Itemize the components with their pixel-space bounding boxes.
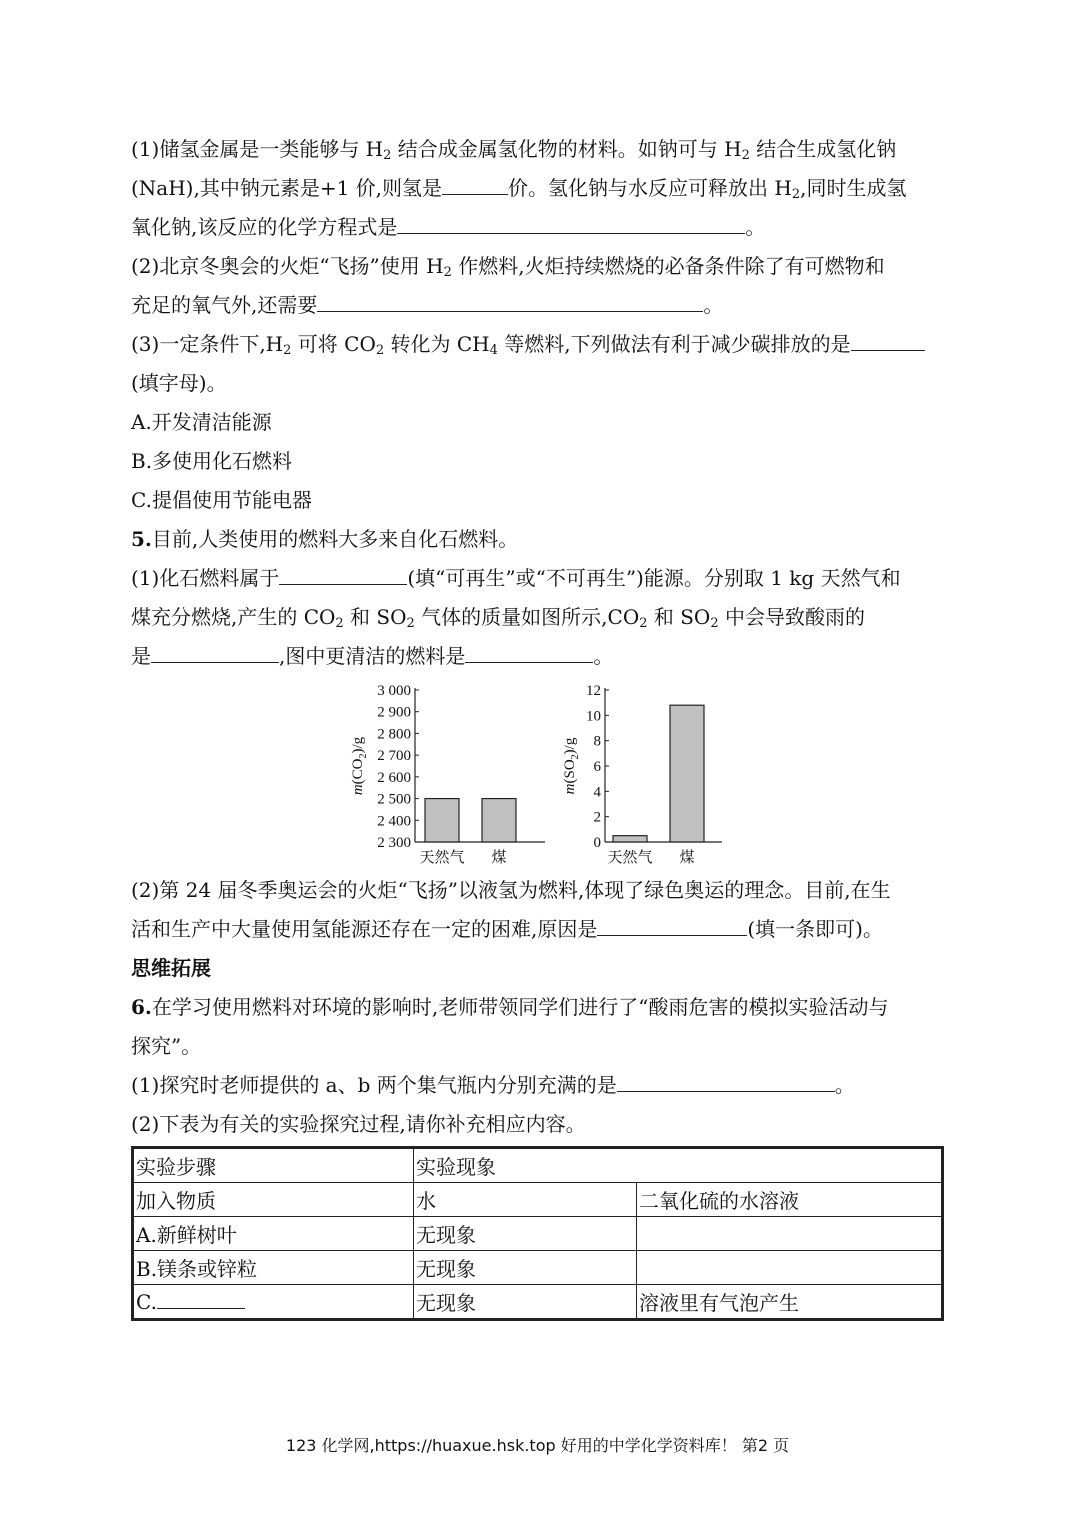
bar-0	[613, 836, 647, 842]
y-tick-label: 0	[593, 835, 601, 851]
answer-blank-renewable[interactable]	[279, 566, 407, 585]
table-subheader-row	[133, 1183, 943, 1217]
q5-line-2: 煤充分燃烧,产生的 $CO_2$ 和 $SO_2$ 气体的质量如图所示$,CO_2$ 和 $SO_2$ 中会导致酸雨的	[131, 605, 865, 631]
option-c: C.提倡使用节能电器	[131, 488, 312, 512]
answer-blank-gas-bottles[interactable]	[617, 1073, 835, 1092]
table-cell: C.	[133, 1285, 414, 1320]
answer-blank-equation[interactable]	[397, 215, 745, 234]
y-tick-label: 2	[593, 809, 601, 826]
answer-blank-condition[interactable]	[317, 293, 703, 312]
q4-line-4: (2)北京冬奥会的火炬“飞扬”使用 $H_2$ 作燃料,火炬持续燃烧的必备条件除了有可燃物和	[131, 254, 885, 280]
q5-line-1: (1)化石燃料属于 (填“可再生”或“不可再生”)能源。分别取 1 kg 天然气和	[131, 566, 901, 590]
table-cell: 溶液里有气泡产生	[637, 1285, 943, 1320]
q4-line-5: 充足的氧气外,还需要 。	[131, 293, 724, 317]
y-tick-label: 2 300	[377, 835, 411, 851]
y-axis-label: $m(CO_2)/g$	[350, 736, 369, 796]
category-label: 天然气	[419, 850, 465, 866]
table-cell: B.镁条或锌粒	[133, 1251, 414, 1285]
answer-blank-choice[interactable]	[851, 332, 925, 351]
q4-line-1: (1)储氢金属是一类能够与 $H_2$ 结合成金属氢化物的材料。如钠可与 $H_2$ 结合生成氢化钠	[131, 137, 897, 163]
y-tick-label: 2 900	[377, 704, 411, 721]
category-label: 天然气	[607, 850, 653, 866]
y-tick-label: 6	[593, 759, 601, 775]
q6-line-1: (1)探究时老师提供的 a、b 两个集气瓶内分别充满的是 。	[131, 1073, 855, 1097]
y-tick-label: 2 500	[377, 791, 411, 808]
table-cell: 加入物质	[133, 1183, 414, 1217]
q6-line-2: (2)下表为有关的实验探究过程,请你补充相应内容。	[131, 1112, 586, 1136]
table-row	[133, 1251, 943, 1285]
q4-line-6: (3)一定条件下$,H_2$ 可将 $CO_2$ 转化为 $CH_4$ 等燃料,下列做法有利于减少碳排放的是	[131, 332, 925, 356]
y-tick-label: 2 700	[377, 748, 411, 765]
q5-line-5: 活和生产中大量使用氢能源还存在一定的困难,原因是 (填一条即可)。	[131, 917, 883, 941]
answer-cell-metal[interactable]	[637, 1251, 943, 1285]
answer-cell-leaf[interactable]	[637, 1217, 943, 1251]
y-tick-label: 8	[593, 733, 601, 750]
table-header-cell: 实验步骤	[133, 1148, 414, 1183]
experiment-table	[131, 1146, 944, 1321]
y-tick-label: 2 400	[377, 813, 411, 830]
q4-line-3: 氧化钠,该反应的化学方程式是 。	[131, 215, 766, 239]
y-tick-label: 4	[593, 784, 601, 801]
category-label: 煤	[491, 850, 507, 866]
table-cell: 二氧化硫的水溶液	[637, 1183, 943, 1217]
q4-line-7: (填字母)。	[131, 371, 227, 395]
table-cell: 无现象	[414, 1285, 637, 1320]
table-cell: 无现象	[414, 1251, 637, 1285]
y-tick-label: 10	[586, 708, 601, 725]
q5-stem: 5.目前,人类使用的燃料大多来自化石燃料。	[131, 527, 519, 551]
so2-bar-chart	[560, 678, 735, 870]
y-tick-label: 3 000	[377, 683, 411, 699]
q4-line-2: (NaH),其中钠元素是+1 价,则氢是 价。氢化钠与水反应可释放出 $H_2$,同时生成氢	[131, 176, 907, 202]
bar-0	[425, 799, 459, 842]
y-tick-label: 2 600	[377, 769, 411, 786]
y-tick-label: 12	[586, 683, 601, 699]
table-header-row	[133, 1148, 943, 1183]
y-tick-label: 2 800	[377, 726, 411, 743]
bar-1	[670, 705, 704, 842]
answer-blank-cleaner-fuel[interactable]	[465, 644, 593, 663]
table-cell: 水	[414, 1183, 637, 1217]
bar-1	[482, 799, 516, 842]
q6-stem-1: 6.在学习使用燃料对环境的影响时,老师带领同学们进行了“酸雨危害的模拟实验活动与	[131, 995, 889, 1019]
page-footer: 123 化学网,https://huaxue.hsk.top 好用的中学化学资料库！ 第2 页	[285, 1436, 790, 1455]
category-label: 煤	[679, 850, 695, 866]
y-axis-label: $m(SO_2)/g$	[562, 737, 581, 795]
section-heading: 思维拓展	[131, 956, 211, 980]
table-row	[133, 1217, 943, 1251]
answer-blank-hydrogen-valence[interactable]	[442, 176, 508, 195]
co2-bar-chart	[340, 678, 550, 870]
q5-line-4: (2)第 24 届冬季奥运会的火炬“飞扬”以液氢为燃料,体现了绿色奥运的理念。目前,在生	[131, 878, 891, 902]
answer-blank-acid-rain-gas[interactable]	[151, 644, 279, 663]
q6-stem-2: 探究”。	[131, 1034, 202, 1058]
q5-line-3: 是 ,图中更清洁的燃料是 。	[131, 644, 614, 668]
table-cell: 无现象	[414, 1217, 637, 1251]
table-row	[133, 1285, 943, 1320]
table-cell: A.新鲜树叶	[133, 1217, 414, 1251]
table-header-cell: 实验现象	[414, 1148, 943, 1183]
option-a: A.开发清洁能源	[131, 410, 272, 434]
answer-blank-hydrogen-difficulty[interactable]	[597, 917, 747, 936]
answer-blank-substance-c[interactable]	[157, 1290, 245, 1309]
option-b: B.多使用化石燃料	[131, 449, 293, 473]
